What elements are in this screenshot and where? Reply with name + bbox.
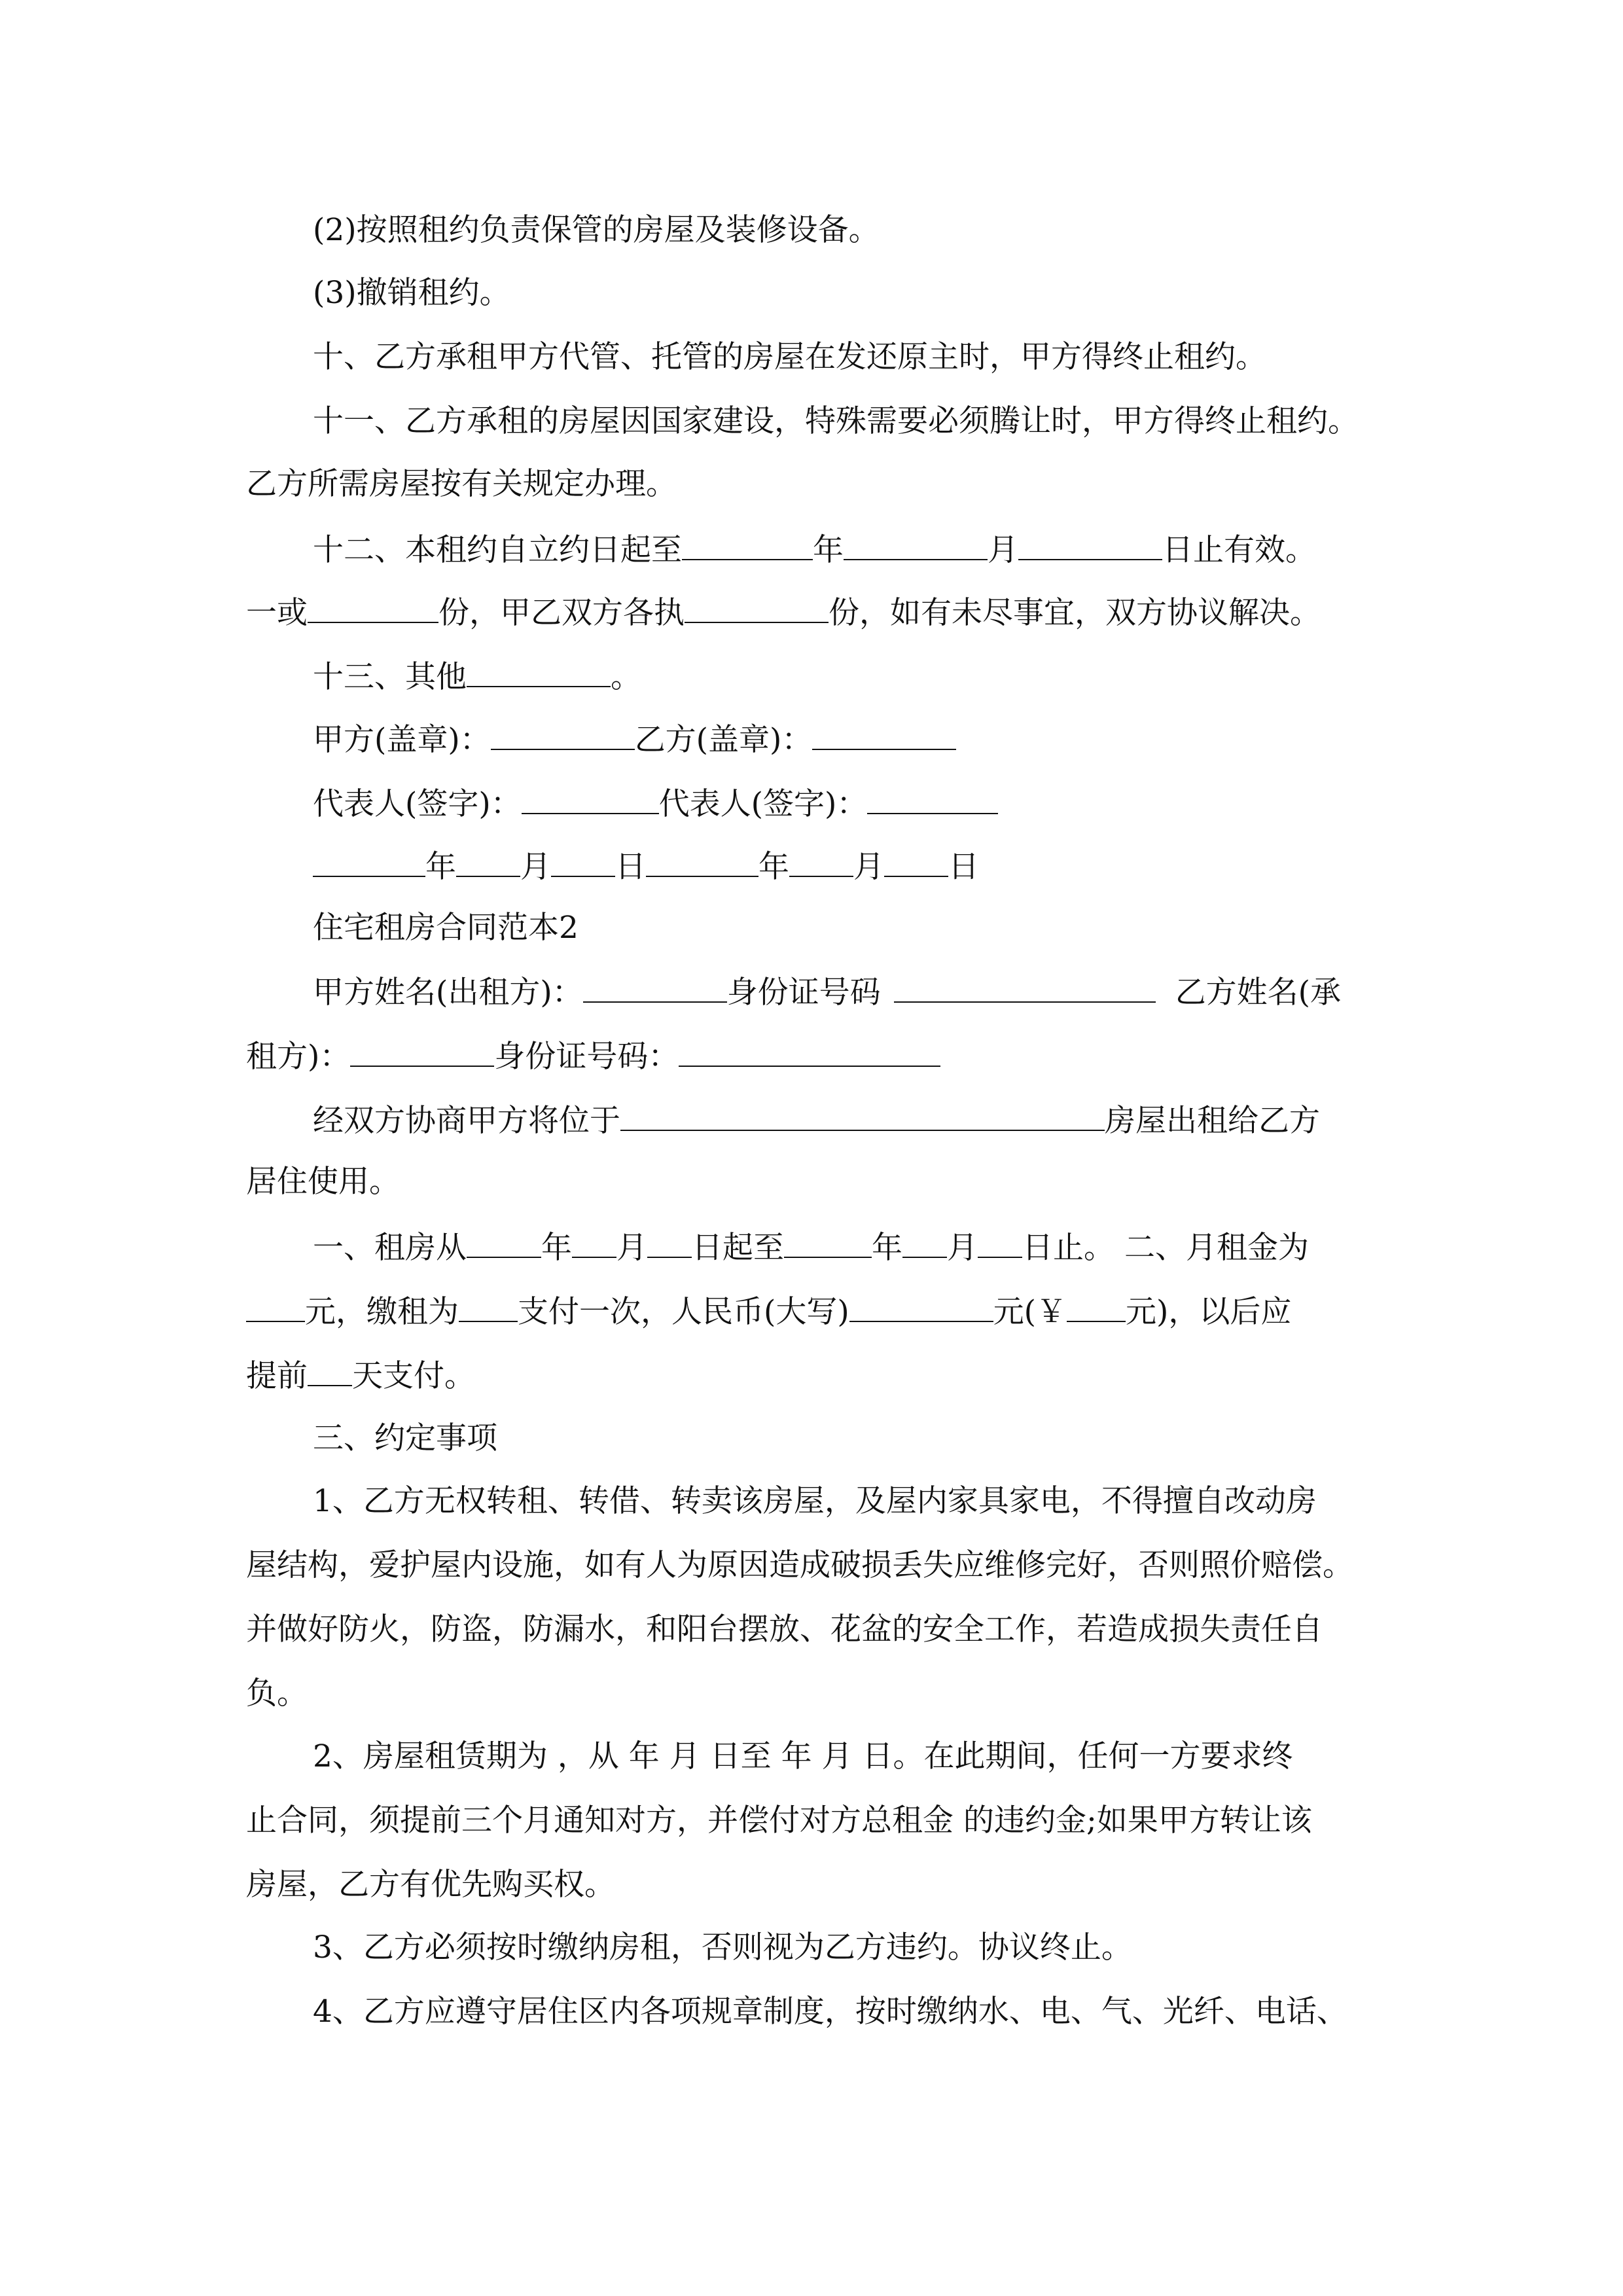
clause-text: 屋结构，爱护屋内设施，如有人为原因造成破损丢失应维修完好，否则照价赔偿。 — [246, 1547, 1353, 1583]
rep-a-sign-field[interactable] — [522, 787, 659, 814]
clause-text: 房屋，乙方有优先购买权。 — [246, 1867, 615, 1903]
clause-text: 止合同，须提前三个月通知对方，并偿付对方总租金 的违约金;如果甲方转让该 — [246, 1803, 1312, 1839]
blank-field[interactable] — [884, 850, 948, 877]
seal-line: 甲方(盖章)： 乙方(盖章)： — [313, 723, 1465, 755]
blank-field[interactable] — [849, 1295, 993, 1322]
blank-field[interactable] — [789, 850, 853, 877]
section-title: 住宅租房合同范本2 — [313, 910, 579, 946]
blank-field[interactable] — [308, 596, 438, 623]
party-info-line: 甲方姓名(出租方)： 身份证号码 乙方姓名(承 — [313, 975, 1342, 1011]
clause-text: 十、乙方承租甲方代管、托管的房屋在发还原主时，甲方得终止租约。 — [313, 339, 1266, 375]
blank-field[interactable] — [456, 850, 520, 877]
blank-field[interactable] — [308, 1359, 352, 1386]
blank-field[interactable] — [685, 596, 829, 623]
clause-text: 2、房屋租赁期为 ，从 年 月 日至 年 月 日。在此期间，任何一方要求终 — [313, 1738, 1293, 1774]
lessee-name-field[interactable] — [350, 1039, 494, 1067]
clause-other: 十三、其他 。 — [313, 659, 641, 695]
lessor-id-field[interactable] — [894, 975, 1156, 1003]
clause-copies: 一或 份，甲乙双方各执 份，如有未尽事宜，双方协议解决。 — [246, 595, 1321, 631]
blank-field[interactable] — [467, 660, 611, 687]
blank-field[interactable] — [246, 1295, 305, 1322]
address-field[interactable] — [620, 1103, 1105, 1131]
clause-text: 并做好防火，防盗，防漏水，和阳台摆放、花盆的安全工作，若造成损失责任自 — [246, 1611, 1323, 1647]
clause-text: 4、乙方应遵守居住区内各项规章制度，按时缴纳水、电、气、光纤、电话、 — [313, 1994, 1347, 2030]
blank-field[interactable] — [467, 1230, 541, 1258]
blank-field[interactable] — [459, 1295, 518, 1322]
blank-field[interactable] — [902, 1230, 947, 1258]
blank-field[interactable] — [646, 850, 758, 877]
blank-field[interactable] — [682, 533, 813, 560]
clause-term: 十二、本租约自立约日起至 年 月 日止有效。 — [313, 532, 1316, 568]
lessee-id-field[interactable] — [679, 1039, 940, 1067]
blank-field[interactable] — [978, 1230, 1022, 1258]
lessor-name-field[interactable] — [583, 975, 727, 1003]
party-b-seal-field[interactable] — [812, 723, 956, 750]
blank-field[interactable] — [844, 533, 988, 560]
clause-text: 乙方所需房屋按有关规定办理。 — [246, 466, 677, 502]
rent-period-line: 一、租房从 年 月 日起至 年 月 日止。 二、月租金为 — [313, 1230, 1309, 1266]
blank-field[interactable] — [551, 850, 615, 877]
clause-text: (3)撤销租约。 — [313, 275, 510, 311]
blank-field[interactable] — [784, 1230, 872, 1258]
clause-text: (2)按照租约负责保管的房屋及装修设备。 — [313, 212, 880, 248]
clause-text: 3、乙方必须按时缴纳房租，否则视为乙方违约。协议终止。 — [313, 1929, 1132, 1965]
clause-text: 负。 — [246, 1676, 308, 1712]
party-info-line: 租方)： 身份证号码： — [246, 1039, 1398, 1072]
rep-b-sign-field[interactable] — [867, 787, 998, 814]
address-line: 经双方协商甲方将位于 房屋出租给乙方 — [313, 1103, 1320, 1139]
rent-amount-line: 元，缴租为 支付一次，人民币(大写) 元(￥ 元)，以后应 — [246, 1295, 1398, 1327]
clause-text: 十一、乙方承租的房屋因国家建设，特殊需要必须腾让时，甲方得终止租约。 — [313, 403, 1359, 439]
date-line: 年 月 日 年 月 日 — [313, 850, 1465, 882]
blank-field[interactable] — [647, 1230, 692, 1258]
signature-line: 代表人(签字)： 代表人(签字)： — [313, 787, 1465, 819]
party-a-seal-field[interactable] — [491, 723, 635, 750]
blank-field[interactable] — [572, 1230, 616, 1258]
clause-text: 1、乙方无权转租、转借、转卖该房屋，及屋内家具家电，不得擅自改动房 — [313, 1483, 1317, 1519]
blank-field[interactable] — [1067, 1295, 1126, 1322]
rent-due-line: 提前 天支付。 — [246, 1358, 475, 1394]
clause-text: 居住使用。 — [246, 1164, 400, 1200]
section-heading: 三、约定事项 — [313, 1420, 497, 1456]
blank-field[interactable] — [313, 850, 425, 877]
blank-field[interactable] — [1018, 533, 1162, 560]
